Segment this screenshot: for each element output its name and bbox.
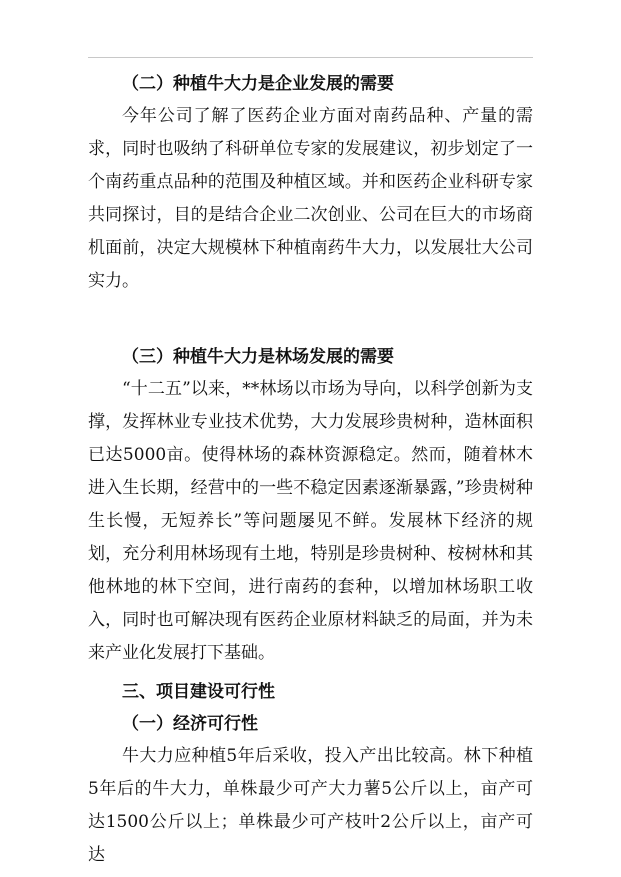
section-heading-enterprise-need: （二）种植牛大力是企业发展的需要 — [122, 74, 394, 94]
section-heading-project-feasibility: 三、项目建设可行性 — [122, 682, 275, 702]
section-heading-economic-feasibility: （一）经济可行性 — [122, 714, 258, 734]
section-paragraph-enterprise-need: 今年公司了解了医药企业方面对南药品种、产量的需求，同时也吸纳了科研单位专家的发展建议，初步划定了一个南药重点品种的范围及种植区域。并和医药企业科研专家共同探讨，目的是结合企业二次创业、公司在巨大的市场商机面前，决定大规模林下种植南药牛大力，以发展壮大公司实力。 — [88, 106, 533, 291]
document-body — [88, 68, 533, 872]
section-heading-forest-farm-need: （三）种植牛大力是林场发展的需要 — [122, 347, 394, 367]
section-paragraph-economic-feasibility: 牛大力应种植5年后采收，投入产出比较高。林下种植5年后的牛大力，单株最少可产大力薯5公斤以上，亩产可达1500公斤以上；单株最少可产枝叶2公斤以上，亩产可达 — [88, 746, 533, 865]
header-rule — [88, 57, 533, 58]
section-paragraph-forest-farm-need: “十二五”以来，**林场以市场为导向，以科学创新为支撑，发挥林业专业技术优势，大力发展珍贵树种，造林面积已达5000亩。使得林场的森林资源稳定。然而，随着林木进入生长期，经营中的一些不稳定因素逐渐暴露，”珍贵树种生长慢，无短养长”等问题屡见不鲜。发展林下经济的规划，充分利用林场现有土地，特别是珍贵树种、桉树林和其他林地的林下空间，进行南药的套种，以增加林场职工收入，同时也可解决现有医药企业原材料缺乏的局面，并为未来产业化发展打下基础。 — [88, 379, 533, 663]
section-spacer — [88, 298, 533, 341]
